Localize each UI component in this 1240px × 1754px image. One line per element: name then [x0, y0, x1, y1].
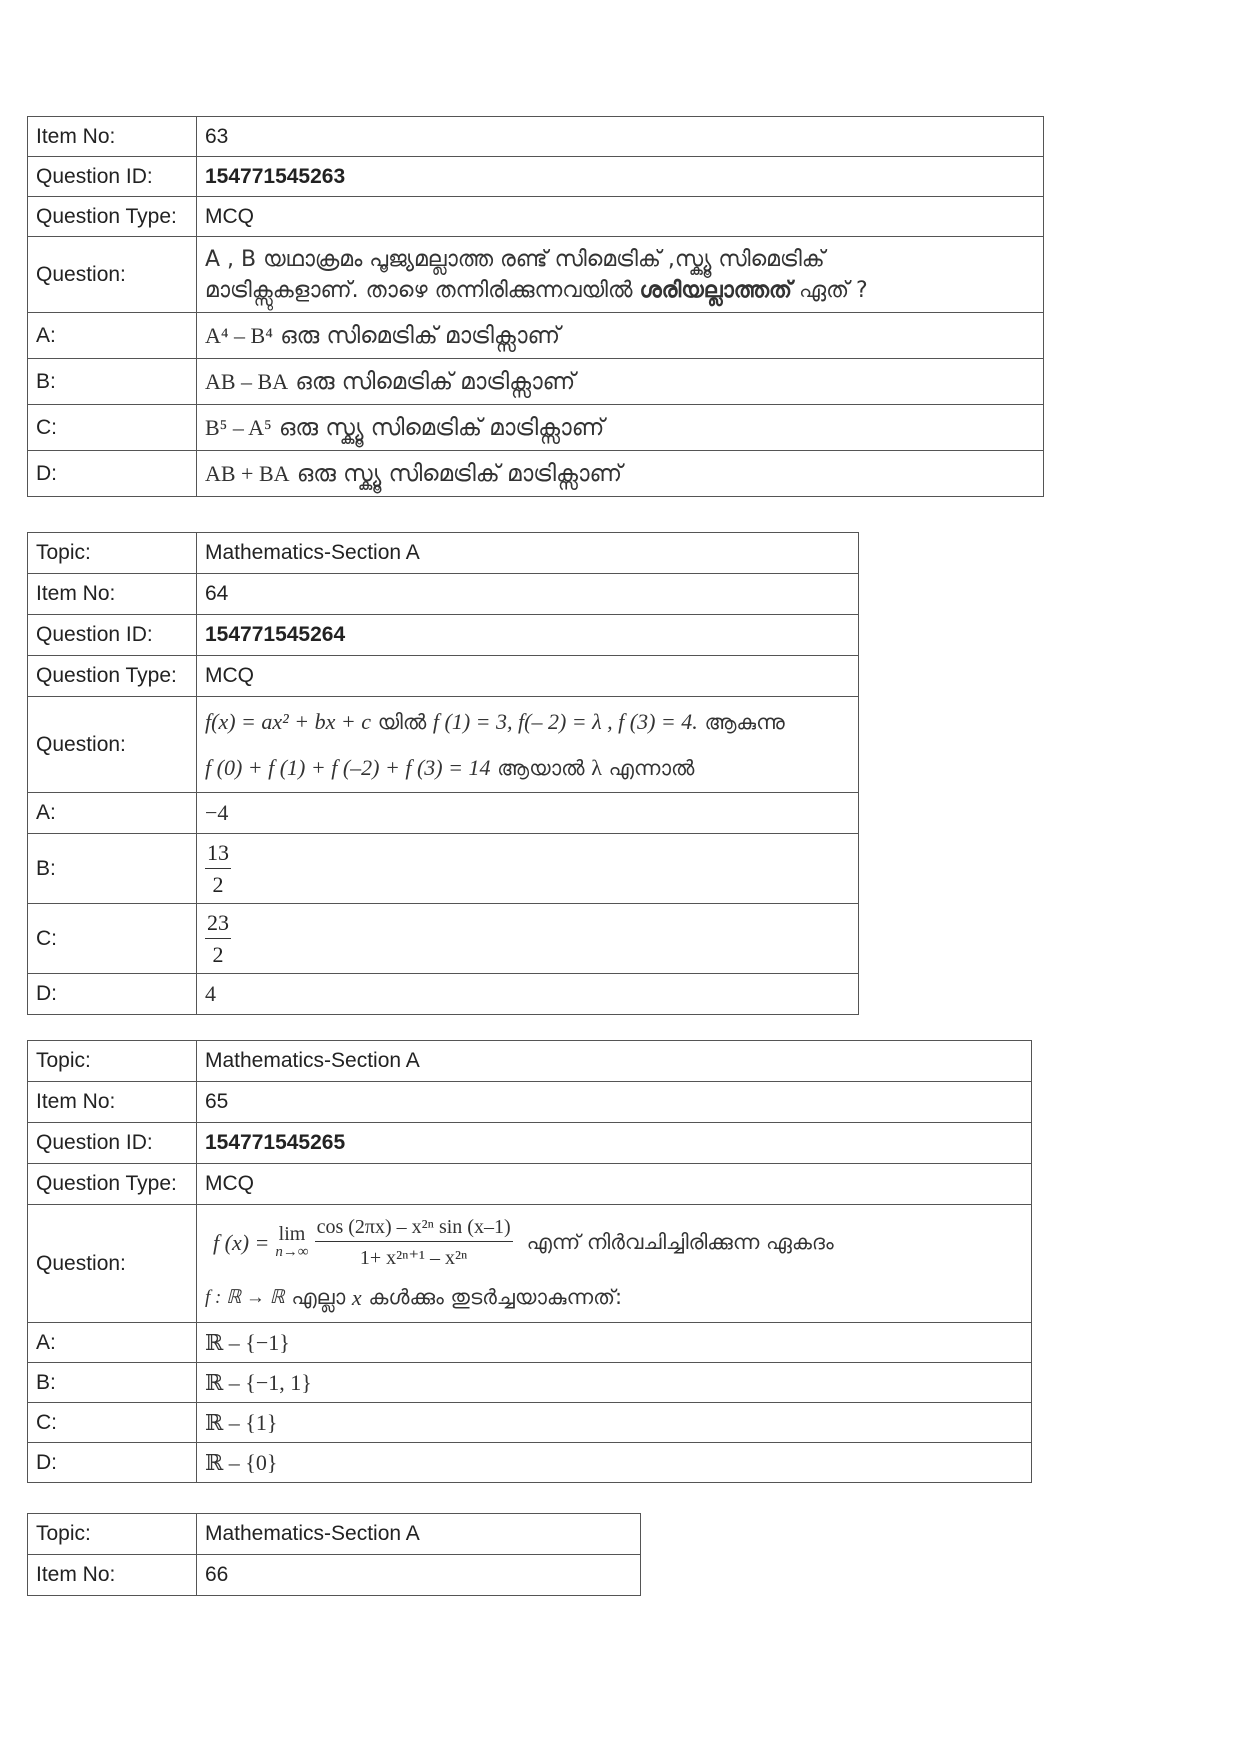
question-text-4: എന്നാൽ: [601, 755, 695, 780]
item-no-label: Item No:: [28, 574, 197, 615]
option-d-value: ℝ – {0}: [197, 1443, 1032, 1483]
question-text-2a: എല്ലാ: [284, 1285, 352, 1309]
option-a-label: A:: [28, 313, 197, 359]
option-c-text: ഒരു സ്ക്യൂ സിമെട്രിക് മാട്രിക്സാണ്: [271, 414, 605, 441]
question-id-value: 154771545264: [197, 615, 859, 656]
topic-label: Topic:: [28, 533, 197, 574]
item-no-value: 66: [197, 1555, 641, 1596]
option-c-math: B⁵ – A⁵: [205, 414, 272, 440]
question-line-1: [205, 1209, 1023, 1277]
question-text-1: യിൽ: [370, 709, 433, 734]
table-row: [28, 1123, 1032, 1164]
table-row: [28, 533, 859, 574]
table-row: [28, 974, 859, 1015]
question-math-4: λ: [591, 754, 602, 780]
table-row: [28, 157, 1044, 197]
topic-value: Mathematics-Section A: [197, 1514, 641, 1555]
question-type-value: MCQ: [197, 1164, 1032, 1205]
question-text-2: ആകുന്നു: [697, 709, 785, 734]
option-b-value: [197, 359, 1044, 405]
item-no-value: 65: [197, 1082, 1032, 1123]
question-label: Question:: [28, 237, 197, 313]
option-a-label: A:: [28, 793, 197, 834]
question-line-2: [205, 745, 850, 791]
option-d-label: D:: [28, 1443, 197, 1483]
table-row: [28, 451, 1044, 497]
question-line-2-end: ഏത് ?: [792, 277, 868, 303]
option-c-label: C:: [28, 405, 197, 451]
option-d-label: D:: [28, 974, 197, 1015]
option-a-text: ഒരു സിമെട്രിക് മാട്രിക്സാണ്: [272, 322, 561, 349]
option-b-value: [197, 834, 859, 904]
option-b-value: ℝ – {−1, 1}: [197, 1363, 1032, 1403]
option-d-text: ഒരു സ്ക്യൂ സിമെട്രിക് മാട്രിക്സാണ്: [289, 460, 623, 487]
question-emphasis: ശരിയല്ലാത്തത്: [639, 277, 793, 303]
table-row: [28, 237, 1044, 313]
question-id-label: Question ID:: [28, 615, 197, 656]
table-row: [28, 656, 859, 697]
table-row: [28, 1363, 1032, 1403]
option-b-label: B:: [28, 1363, 197, 1403]
question-id-value: 154771545265: [197, 1123, 1032, 1164]
topic-value: Mathematics-Section A: [197, 1041, 1032, 1082]
table-row: [28, 904, 859, 974]
question-text: [197, 1205, 1032, 1323]
option-a-value: −4: [197, 793, 859, 834]
question-math-3: f (0) + f (1) + f (–2) + f (3) = 14: [205, 754, 491, 780]
option-a-math: A⁴ – B⁴: [205, 322, 273, 348]
topic-label: Topic:: [28, 1514, 197, 1555]
item-no-value: 64: [197, 574, 859, 615]
question-label: Question:: [28, 697, 197, 793]
option-a-value: [197, 313, 1044, 359]
option-c-value: [197, 904, 859, 974]
question-id-value: 154771545263: [197, 157, 1044, 197]
item-no-label: Item No:: [28, 1082, 197, 1123]
question-math-2: f : ℝ → ℝ: [205, 1287, 285, 1308]
fraction-denominator: 1+ x²ⁿ⁺¹ – x²ⁿ: [359, 1246, 468, 1269]
option-d-math: AB + BA: [205, 460, 290, 486]
question-type-label: Question Type:: [28, 656, 197, 697]
option-b-math: AB – BA: [205, 368, 289, 394]
question-text-3: ആയാൽ: [490, 755, 592, 780]
fraction-numerator: 23: [205, 910, 231, 939]
question-fx: f (x) =: [213, 1229, 270, 1255]
option-b-text: ഒരു സിമെട്രിക് മാട്രിക്സാണ്: [288, 368, 576, 395]
fraction-numerator: 13: [205, 840, 231, 869]
table-row: [28, 1082, 1032, 1123]
question-type-value: MCQ: [197, 656, 859, 697]
question-label: Question:: [28, 1205, 197, 1323]
option-d-value: 4: [197, 974, 859, 1015]
question-text-1: എന്ന് നിർവചിച്ചിരിക്കുന്ന ഏകദം: [526, 1230, 834, 1254]
topic-label: Topic:: [28, 1041, 197, 1082]
limit: [275, 1224, 308, 1261]
option-c-value: [197, 405, 1044, 451]
table-row: [28, 1403, 1032, 1443]
fraction-numerator: cos (2πx) – x²ⁿ sin (x–1): [315, 1216, 513, 1242]
topic-value: Mathematics-Section A: [197, 533, 859, 574]
table-row: [28, 615, 859, 656]
question-id-label: Question ID:: [28, 1123, 197, 1164]
fraction: [205, 910, 231, 968]
table-row: [28, 359, 1044, 405]
table-row: [28, 574, 859, 615]
option-c-label: C:: [28, 904, 197, 974]
table-row: [28, 1323, 1032, 1363]
question-math-1: f(x) = ax² + bx + c: [205, 708, 371, 734]
fraction-denominator: 2: [212, 871, 224, 897]
question-line-2-start: മാട്രിക്സുകളാണ്. താഴെ തന്നിരിക്കുന്നവയിൽ: [205, 277, 640, 303]
question-line-1: [205, 699, 850, 745]
fraction-denominator: 2: [212, 941, 224, 967]
table-row: [28, 117, 1044, 157]
limit-label: lim: [278, 1223, 306, 1246]
option-a-value: ℝ – {−1}: [197, 1323, 1032, 1363]
table-row: [28, 313, 1044, 359]
table-row: [28, 834, 859, 904]
question-table-63: [27, 116, 1044, 497]
question-line-1: A , B യഥാക്രമം പൂജ്യമല്ലാത്ത രണ്ട് സിമെട്രിക് ,സ്ക്യൂ സിമെട്രിക്: [205, 246, 825, 272]
fraction: [315, 1216, 513, 1270]
item-no-value: 63: [197, 117, 1044, 157]
item-no-label: Item No:: [28, 1555, 197, 1596]
question-table-64: [27, 532, 859, 1015]
question-text-2b: കൾക്കും തുടർച്ചയാകുന്നത്:: [361, 1285, 623, 1309]
question-text: [197, 697, 859, 793]
question-line-2: [205, 1277, 1023, 1319]
option-b-label: B:: [28, 834, 197, 904]
question-line-2: [205, 275, 1035, 306]
option-a-label: A:: [28, 1323, 197, 1363]
table-row: [28, 1164, 1032, 1205]
table-row: [28, 197, 1044, 237]
question-table-65: [27, 1040, 1032, 1483]
question-math-2: f (1) = 3, f(– 2) = λ , f (3) = 4.: [432, 708, 698, 734]
option-d-value: [197, 451, 1044, 497]
question-id-label: Question ID:: [28, 157, 197, 197]
table-row: [28, 793, 859, 834]
question-table-66: [27, 1513, 641, 1596]
table-row: [28, 1555, 641, 1596]
question-text: [197, 237, 1044, 313]
table-row: [28, 1514, 641, 1555]
question-type-label: Question Type:: [28, 197, 197, 237]
option-b-label: B:: [28, 359, 197, 405]
table-row: [28, 1041, 1032, 1082]
table-row: [28, 1205, 1032, 1323]
option-c-label: C:: [28, 1403, 197, 1443]
option-c-value: ℝ – {1}: [197, 1403, 1032, 1443]
item-no-label: Item No:: [28, 117, 197, 157]
question-type-value: MCQ: [197, 197, 1044, 237]
fraction: [205, 840, 231, 898]
question-type-label: Question Type:: [28, 1164, 197, 1205]
limit-subscript: n→∞: [275, 1244, 309, 1261]
table-row: [28, 405, 1044, 451]
question-math-3: x: [351, 1284, 362, 1310]
table-row: [28, 697, 859, 793]
option-d-label: D:: [28, 451, 197, 497]
table-row: [28, 1443, 1032, 1483]
